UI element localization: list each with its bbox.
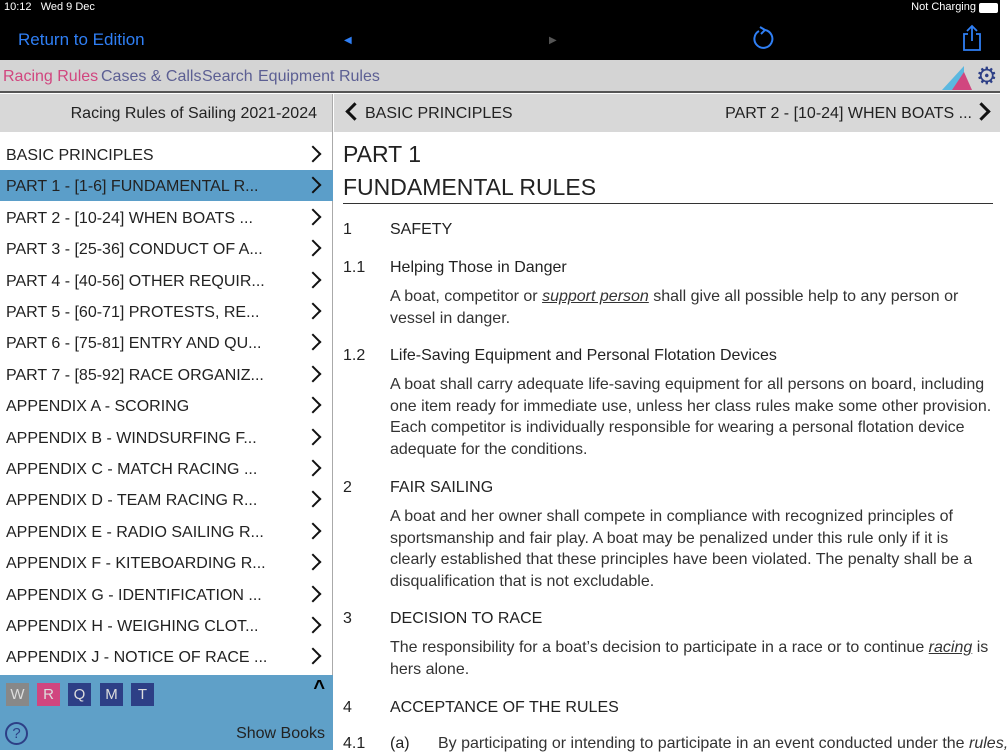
sidebar-item[interactable]	[0, 610, 333, 641]
sidebar-item[interactable]	[0, 641, 333, 672]
chevron-right-icon	[305, 146, 322, 163]
tab-equipment-rules[interactable]: Equipment Rules	[258, 68, 380, 85]
chevron-right-icon	[305, 460, 322, 477]
sidebar-item-label: BASIC PRINCIPLES	[6, 147, 154, 164]
rule-text: By participating or intending to participate in an event conducted under the rules,	[438, 735, 1008, 752]
sidebar-item-label: APPENDIX J - NOTICE OF RACE ...	[6, 649, 268, 667]
rule-number: 1.1	[343, 259, 366, 276]
sidebar-item[interactable]	[0, 359, 333, 390]
book-t-button[interactable]: T	[131, 683, 154, 706]
sidebar-item[interactable]	[0, 296, 333, 327]
sail-logo-icon	[940, 64, 972, 90]
sidebar-item-label: APPENDIX G - IDENTIFICATION ...	[6, 586, 262, 604]
tab-cases-calls[interactable]: Cases & Calls	[101, 68, 202, 85]
tab-racing-rules[interactable]: Racing Rules	[3, 68, 99, 85]
chevron-right-icon	[305, 522, 322, 539]
chevron-right-icon	[305, 334, 322, 351]
rule-heading: SAFETY	[390, 221, 453, 238]
sidebar-item-label: APPENDIX F - KITEBOARDING R...	[6, 555, 266, 573]
collapse-chevron-icon[interactable]: ^	[313, 677, 325, 699]
chevron-right-icon	[305, 428, 322, 445]
rule-heading: ACCEPTANCE OF THE RULES	[390, 699, 619, 716]
chevron-right-icon	[305, 365, 322, 382]
sidebar-item[interactable]	[0, 547, 333, 578]
nav-bar	[0, 18, 1000, 60]
sidebar-item[interactable]	[0, 579, 333, 610]
sidebar-item[interactable]	[0, 516, 333, 547]
sidebar-item-label: PART 4 - [40-56] OTHER REQUIR...	[6, 272, 265, 290]
share-icon[interactable]	[961, 24, 983, 52]
show-books-button[interactable]: Show Books	[236, 725, 325, 742]
sidebar-item-label: PART 3 - [25-36] CONDUCT OF A...	[6, 241, 263, 259]
battery-icon	[979, 3, 998, 13]
sidebar-item[interactable]	[0, 139, 333, 170]
sidebar-item[interactable]	[0, 422, 333, 453]
chevron-right-icon	[305, 554, 322, 571]
chevron-right-icon	[305, 208, 322, 225]
support-person-link[interactable]: support person	[542, 288, 649, 305]
rule-number: 2	[343, 479, 352, 496]
sidebar-item-label: PART 5 - [60-71] PROTESTS, RE...	[6, 304, 260, 321]
sidebar-item-label: APPENDIX A - SCORING	[6, 398, 190, 416]
rule-heading: FAIR SAILING	[390, 479, 494, 496]
tab-search[interactable]: Search	[202, 68, 253, 85]
forward-arrow-icon[interactable]: ▶	[549, 35, 557, 46]
sidebar-item-label: PART 1 - [1-6] FUNDAMENTAL R...	[6, 178, 259, 196]
sidebar-item-label: APPENDIX E - RADIO SAILING R...	[6, 523, 264, 541]
sidebar-title: Racing Rules of Sailing 2021-2024	[0, 94, 332, 132]
chevron-right-icon	[305, 303, 322, 320]
prev-chevron-icon[interactable]	[345, 102, 363, 120]
sidebar-item[interactable]	[0, 327, 333, 358]
rule-text: The responsibility for a boat’s decision to participate in a race or to continue racing is hers alone.	[390, 639, 989, 678]
rule-number: 4	[343, 699, 352, 716]
gear-icon[interactable]: ⚙	[976, 63, 998, 90]
book-m-button[interactable]: M	[100, 683, 123, 706]
rule-heading: DECISION TO RACE	[390, 610, 543, 627]
sidebar-item-label: APPENDIX B - WINDSURFING F...	[6, 429, 257, 447]
part-number: PART 1	[343, 141, 421, 167]
rule-number: 4.1	[343, 735, 366, 752]
rule-number: 1	[343, 221, 352, 238]
rule-number: 3	[343, 610, 352, 627]
sidebar-item[interactable]	[0, 390, 333, 421]
return-to-edition-button[interactable]: Return to Edition	[18, 30, 145, 49]
back-arrow-icon[interactable]: ◀	[344, 35, 352, 46]
rule-number: 1.2	[343, 347, 366, 364]
racing-link[interactable]: racing	[928, 639, 973, 656]
rule-text: A boat and her owner shall compete in compliance with recognized principles of sportsmanship and fair play. A boat may be penalized under this rule only if it is clearly established that these principles have been violated. The penalty shall be a disqualification that is not excludable.	[390, 508, 973, 591]
help-icon[interactable]: ?	[5, 722, 28, 745]
section-nav	[334, 94, 1000, 132]
sidebar-item[interactable]	[0, 265, 333, 296]
sidebar-item-label: PART 7 - [85-92] RACE ORGANIZ...	[6, 366, 264, 384]
sidebar-item[interactable]	[0, 453, 333, 484]
chevron-right-icon	[305, 177, 322, 194]
part-title: FUNDAMENTAL RULES	[343, 174, 993, 204]
chevron-right-icon	[305, 240, 322, 257]
contents-sidebar	[0, 94, 333, 750]
book-r-button[interactable]: R	[37, 683, 60, 706]
sidebar-item-label: APPENDIX D - TEAM RACING R...	[6, 492, 258, 510]
chevron-right-icon	[305, 397, 322, 414]
sidebar-item-label: APPENDIX H - WEIGHING CLOT...	[6, 618, 259, 635]
books-panel	[0, 675, 333, 750]
sidebar-item[interactable]	[0, 484, 333, 515]
status-bar	[0, 0, 1000, 18]
chevron-right-icon	[305, 585, 322, 602]
next-chevron-icon[interactable]	[972, 102, 990, 120]
rule-subitem: (a)	[390, 735, 410, 752]
rule-text: A boat shall carry adequate life-saving equipment for all persons on board, including one item ready for immediate use, unless her class rules make some other provision. Each competitor is individually responsible for wearing a personal flotation device adequate for the conditions.	[390, 376, 992, 459]
sidebar-item-label: PART 6 - [75-81] ENTRY AND QU...	[6, 335, 262, 353]
charging-status: Not Charging	[911, 1, 976, 13]
sidebar-item[interactable]	[0, 202, 333, 233]
chevron-right-icon	[305, 617, 322, 634]
rule-text: A boat, competitor or support person shall give all possible help to any person or vessel in danger.	[390, 288, 959, 327]
rule-heading: Life-Saving Equipment and Personal Flotation Devices	[390, 347, 777, 364]
chevron-right-icon	[305, 648, 322, 665]
refresh-icon[interactable]	[751, 26, 775, 52]
sidebar-item-label: PART 2 - [10-24] WHEN BOATS ...	[6, 209, 253, 227]
chevron-right-icon	[305, 491, 322, 508]
sidebar-item-label: APPENDIX C - MATCH RACING ...	[6, 461, 258, 478]
chevron-right-icon	[305, 271, 322, 288]
next-section-link[interactable]: PART 2 - [10-24] WHEN BOATS ...	[725, 105, 972, 122]
book-w-button[interactable]: W	[6, 683, 29, 706]
sidebar-item[interactable]	[0, 170, 333, 201]
sidebar-item[interactable]	[0, 233, 333, 264]
prev-section-link[interactable]: BASIC PRINCIPLES	[365, 105, 513, 122]
status-time: 10:12 Wed 9 Dec	[4, 1, 95, 13]
rule-heading: Helping Those in Danger	[390, 259, 567, 276]
book-q-button[interactable]: Q	[68, 683, 91, 706]
tab-bar	[0, 60, 1000, 93]
